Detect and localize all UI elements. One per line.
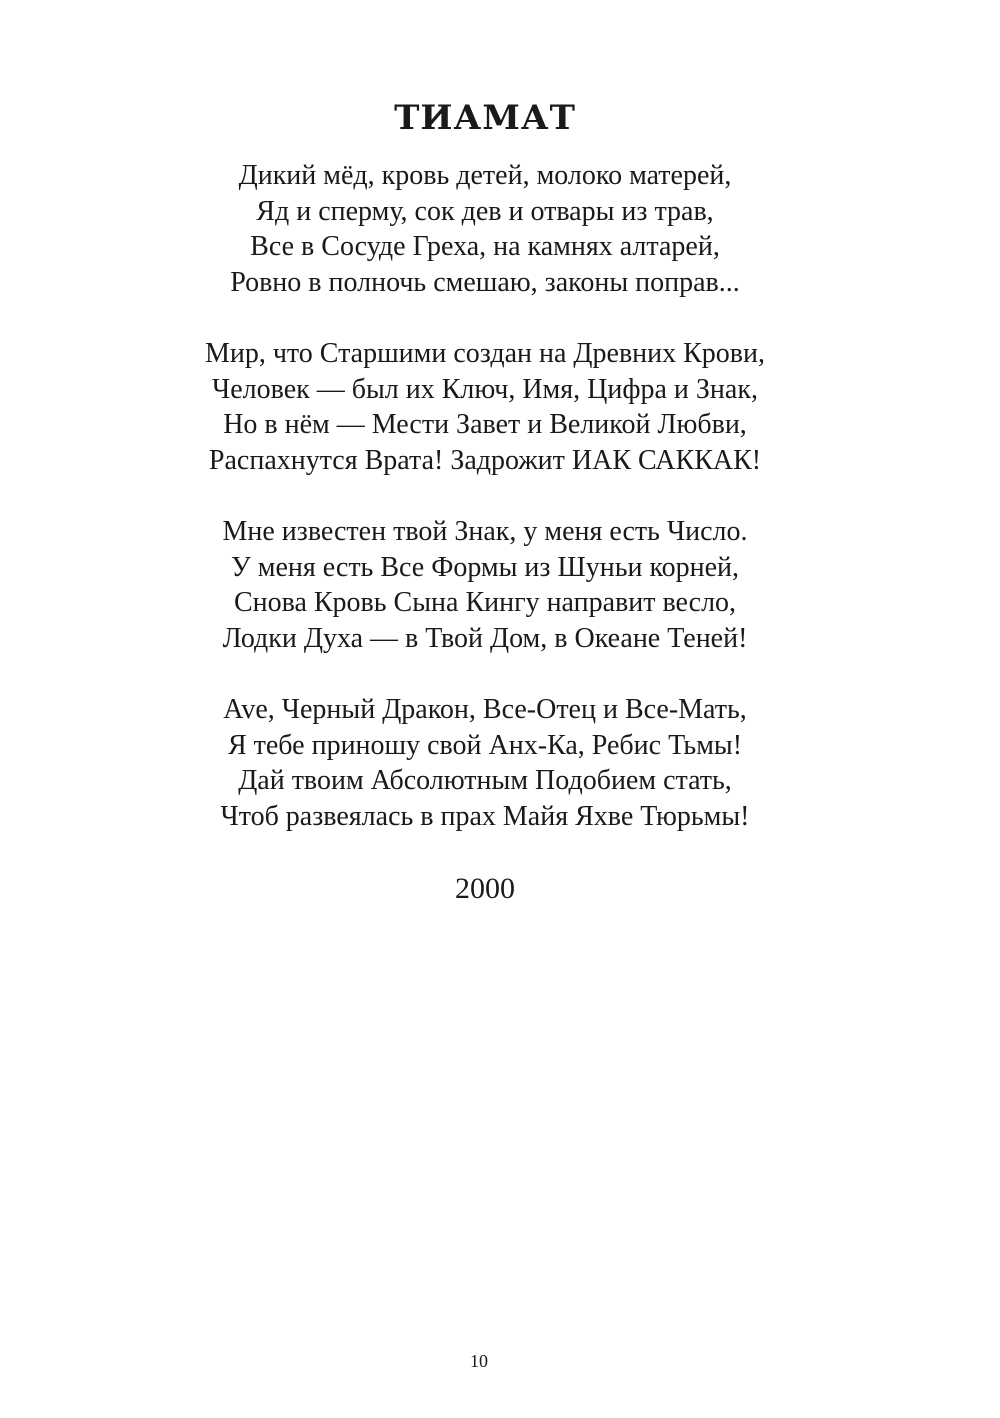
poem-line: Лодки Духа — в Твой Дом, в Океане Теней! <box>222 622 748 654</box>
poem-line: Яд и сперму, сок дев и отвары из трав, <box>256 195 714 227</box>
poem-body <box>0 158 970 870</box>
stanza-3 <box>0 514 970 656</box>
poem-line: Все в Сосуде Греха, на камнях алтарей, <box>250 231 720 262</box>
poem-line: У меня есть Все Формы из Шуньи корней, <box>230 551 740 583</box>
poem-line: Мне известен твой Знак, у меня есть Число. <box>222 516 748 547</box>
poem-line: Снова Кровь Сына Кингу направит весло, <box>233 587 737 618</box>
stanza-4 <box>0 692 970 834</box>
poem-line: Ave, Черный Дракон, Все-Отец и Все-Мать, <box>223 694 747 725</box>
poem-line: Мир, что Старшими создан на Древних Крови, <box>204 338 766 369</box>
stanza-2 <box>0 336 970 478</box>
page-number: 10 <box>470 1351 488 1371</box>
poem-line: Дикий мёд, кровь детей, молоко матерей, <box>238 160 732 191</box>
poem-line: Чтоб развеялась в прах Майя Яхве Тюрьмы! <box>220 800 750 832</box>
poem-line: Распахнутся Врата! Задрожит ИАК САККАК! <box>208 444 762 476</box>
stanza-1 <box>0 158 970 300</box>
poem-line: Человек — был их Ключ, Имя, Цифра и Знак, <box>212 373 758 405</box>
poem-line: Но в нём — Мести Завет и Великой Любви, <box>223 409 747 440</box>
poem-line: Дай твоим Абсолютным Подобием стать, <box>238 765 732 796</box>
poem-title: ТИАМАТ <box>394 98 576 138</box>
poem-line: Ровно в полночь смешаю, законы поправ... <box>230 266 740 298</box>
poem-line: Я тебе приношу свой Анх-Ка, Ребис Тьмы! <box>227 729 743 761</box>
poem-year: 2000 <box>455 872 515 905</box>
